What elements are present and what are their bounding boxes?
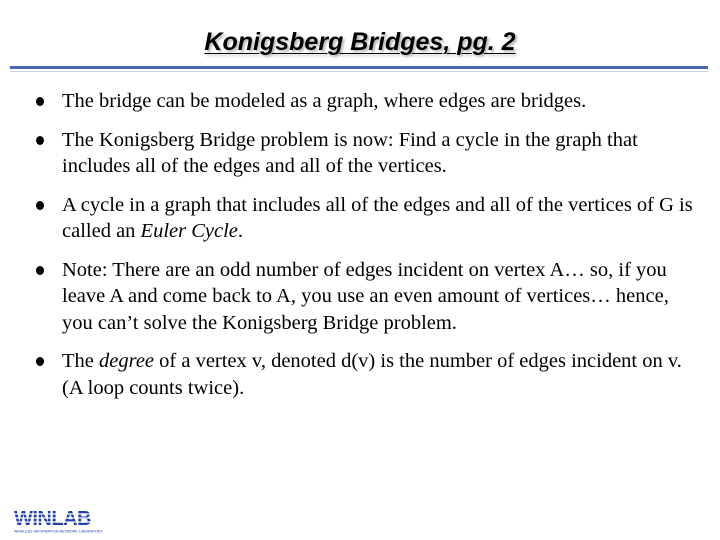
title-divider (10, 66, 708, 69)
title-divider-shadow (10, 71, 708, 72)
bullet-dot-icon (36, 201, 44, 210)
bullet-text-part: . (237, 220, 244, 242)
bullet-text (62, 350, 682, 399)
bullet-dot-icon (36, 97, 44, 106)
bullet-text-part: of a vertex v, denoted d(v) is the number of edges incident on v. (A loop counts twice). (62, 350, 682, 399)
bullet-text: Note: There are an odd number of edges incident on vertex A… so, if you leave A and come back to A, you use an even amount of vertices… hence, you can’t solve the Konigsberg Bridge problem. (62, 258, 669, 334)
winlab-logo (12, 506, 120, 534)
bullet-item (36, 88, 696, 115)
bullet-text-part: The (62, 350, 99, 372)
bullet-text: The Konigsberg Bridge problem is now: Find a cycle in the graph that includes all of the edges and all of the vertices. (62, 128, 638, 177)
bullet-dot-icon (36, 266, 44, 275)
bullet-list (36, 88, 696, 413)
bullet-item (36, 257, 696, 337)
euler-cycle-term: Euler Cycle (140, 220, 238, 242)
bullet-text: The bridge can be modeled as a graph, where edges are bridges. (62, 90, 587, 112)
logo-wordmark: WINLAB (14, 508, 91, 530)
bullet-text (62, 194, 693, 243)
bullet-item (36, 192, 696, 245)
bullet-dot-icon (36, 136, 44, 145)
bullet-dot-icon (36, 357, 44, 366)
degree-term: degree (99, 350, 155, 372)
bullet-item (36, 348, 696, 401)
logo-subtitle: WIRELESS INFORMATION NETWORK LABORATORY (14, 529, 103, 534)
bullet-text-part: A cycle in a graph that includes all of the edges and all of the vertices of G is called an (62, 193, 693, 242)
slide-title: Konigsberg Bridges, pg. 2 (204, 28, 516, 56)
bullet-item (36, 127, 696, 180)
